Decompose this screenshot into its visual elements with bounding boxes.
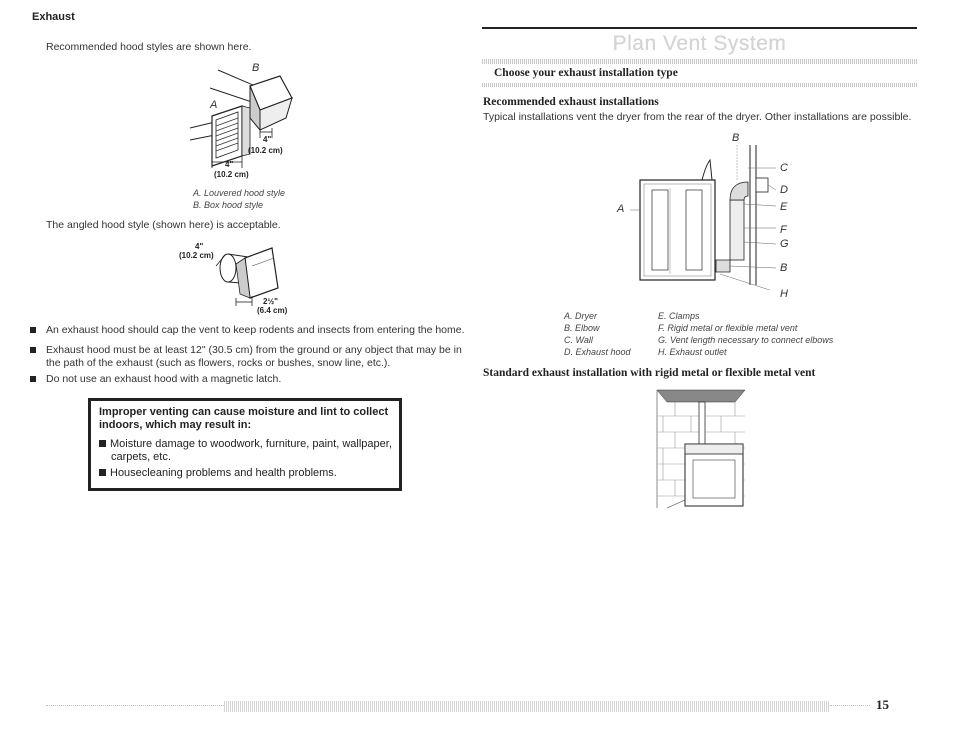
legend-item: B. Elbow	[564, 323, 600, 333]
bullet-text-2: Exhaust hood must be at least 12" (30.5 cm) from the ground or any object that may be in	[46, 344, 462, 356]
fig1-dim-box-cm: (10.2 cm)	[248, 146, 283, 155]
warning-heading-2: indoors, which may result in:	[99, 419, 252, 431]
bullet-text-1: An exhaust hood should cap the vent to keep rodents and insects from entering the home.	[46, 324, 465, 336]
standard-installation-figure	[655, 388, 747, 510]
subtitle-top-rule	[482, 59, 917, 64]
fig-label-a: A	[617, 203, 625, 215]
bullet-marker	[99, 440, 106, 447]
warning-box	[88, 398, 402, 491]
fig1-label-a: A	[210, 99, 218, 111]
installation-figure	[630, 140, 790, 290]
footer-rule	[224, 701, 830, 712]
fig-label-d: D	[780, 184, 788, 196]
legend-item: A. Dryer	[564, 311, 598, 321]
fig-label-e: E	[780, 201, 788, 213]
hood-styles-figure	[180, 58, 310, 188]
bullet-text-3: Do not use an exhaust hood with a magnetic latch.	[46, 373, 282, 385]
page-title: Plan Vent System	[612, 32, 787, 55]
warning-heading-1: Improper venting can cause moisture and lint to collect	[99, 406, 389, 418]
fig-label-c: C	[780, 162, 788, 174]
legend-item: H. Exhaust outlet	[658, 347, 727, 357]
page-number: 15	[876, 697, 889, 712]
legend-item: C. Wall	[564, 335, 593, 345]
fig-label-g: G	[780, 238, 789, 250]
legend-item: G. Vent length necessary to connect elbows	[658, 335, 834, 345]
fig-label-b-top: B	[732, 132, 740, 144]
fig1-dim-louver: 4"	[225, 160, 234, 169]
intro-text: Recommended hood styles are shown here.	[46, 41, 252, 53]
fig1-caption-b: B. Box hood style	[193, 200, 264, 210]
legend-item: E. Clamps	[658, 311, 700, 321]
fig2-dim-top: 4"	[195, 242, 204, 251]
angled-hood-text: The angled hood style (shown here) is acceptable.	[46, 219, 281, 231]
rec-heading: Recommended exhaust installations	[483, 96, 659, 108]
legend-item: D. Exhaust hood	[564, 347, 631, 357]
warning-item-1-text: Moisture damage to woodwork, furniture, paint, wallpaper,	[110, 438, 392, 450]
legend-col2	[658, 310, 833, 358]
footer-rule-right	[830, 705, 870, 706]
fig2-dim-top-cm: (10.2 cm)	[179, 251, 214, 260]
fig-label-b-bottom: B	[780, 262, 788, 274]
bullet-marker	[30, 327, 36, 333]
warning-item-1b: carpets, etc.	[111, 451, 171, 463]
legend-item: F. Rigid metal or flexible metal vent	[658, 323, 798, 333]
subtitle: Choose your exhaust installation type	[494, 67, 678, 79]
fig2-dim-bottom: 2½"	[263, 297, 278, 306]
angled-hood-figure	[200, 236, 310, 318]
warning-item-2-text: Housecleaning problems and health problems.	[110, 467, 337, 479]
warning-item-1	[99, 438, 392, 451]
warning-item-2	[99, 467, 337, 480]
rec-text: Typical installations vent the dryer from the rear of the dryer. Other installations are possible.	[483, 111, 912, 123]
section-title-exhaust: Exhaust	[32, 11, 75, 23]
fig1-dim-louver-cm: (10.2 cm)	[214, 170, 249, 179]
fig-label-f: F	[780, 224, 787, 236]
fig1-caption-a: A. Louvered hood style	[193, 188, 286, 198]
legend-col1	[564, 310, 631, 358]
footer-rule-left	[46, 705, 224, 706]
title-rule	[482, 27, 917, 29]
bullet-marker	[30, 347, 36, 353]
fig-label-h: H	[780, 288, 788, 300]
fig2-dim-bottom-cm: (6.4 cm)	[257, 306, 288, 315]
fig1-dim-box: 4"	[263, 135, 272, 144]
standard-heading: Standard exhaust installation with rigid metal or flexible metal vent	[483, 367, 816, 379]
fig1-label-b: B	[252, 62, 260, 74]
bullet-marker	[30, 376, 36, 382]
subtitle-bottom-rule	[482, 83, 917, 87]
bullet-marker	[99, 469, 106, 476]
bullet-text-2b: the path of the exhaust (such as flowers, rocks or bushes, snow line, etc.).	[46, 357, 391, 369]
